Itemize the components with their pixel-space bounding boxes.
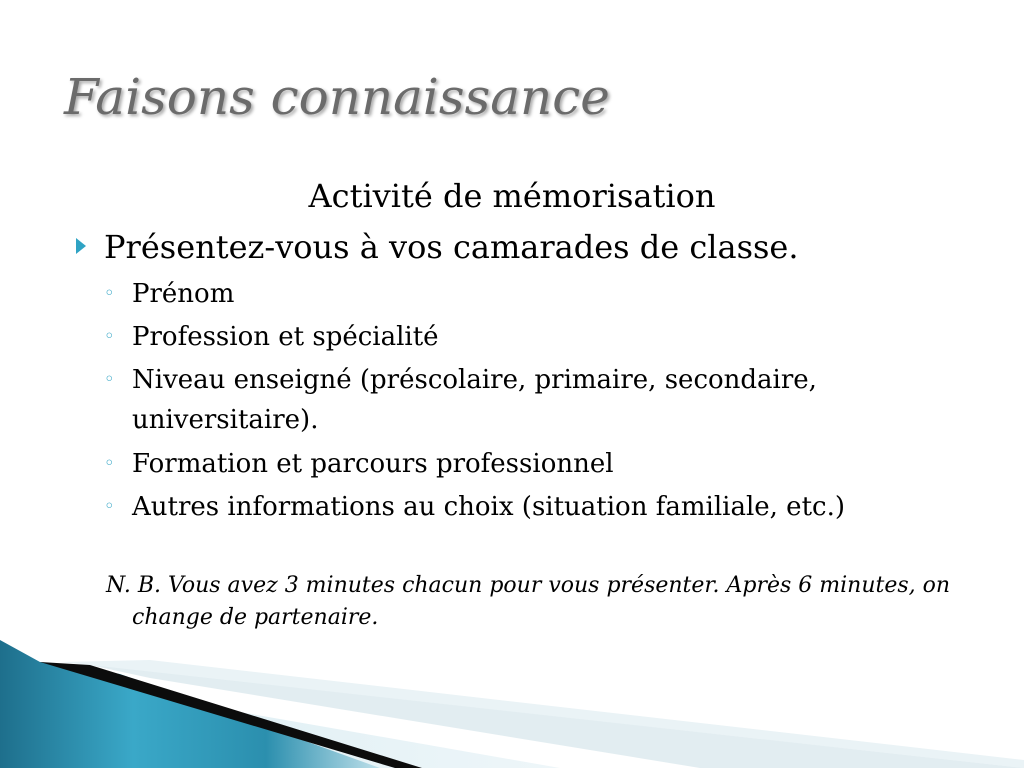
slide-title: Faisons connaissance <box>64 68 610 126</box>
list-item <box>104 274 964 314</box>
list-item-text: Niveau enseigné (préscolaire, primaire, secondaire, universitaire). <box>132 365 817 435</box>
hollow-circle-icon: ◦ <box>104 453 115 474</box>
triangle-arrow-icon <box>76 238 86 254</box>
list-item <box>104 444 964 484</box>
list-item <box>104 317 964 357</box>
list-item-text: Prénom <box>132 279 235 309</box>
hollow-circle-icon: ◦ <box>104 283 115 304</box>
footnote: N. B. Vous avez 3 minutes chacun pour vous présenter. Après 6 minutes, on change de partenaire. <box>106 573 951 630</box>
main-bullet-text: Présentez-vous à vos camarades de classe. <box>104 228 799 266</box>
hollow-circle-icon: ◦ <box>104 369 115 390</box>
hollow-circle-icon: ◦ <box>104 326 115 347</box>
list-item-text: Formation et parcours professionnel <box>132 449 614 479</box>
list-item-text: Profession et spécialité <box>132 322 439 352</box>
list-item-text: Autres informations au choix (situation familiale, etc.) <box>132 492 845 522</box>
list-item <box>104 360 964 440</box>
list-item <box>104 487 964 527</box>
decorative-swoosh <box>0 640 1024 768</box>
hollow-circle-icon: ◦ <box>104 496 115 517</box>
slide-subtitle: Activité de mémorisation <box>308 177 716 215</box>
